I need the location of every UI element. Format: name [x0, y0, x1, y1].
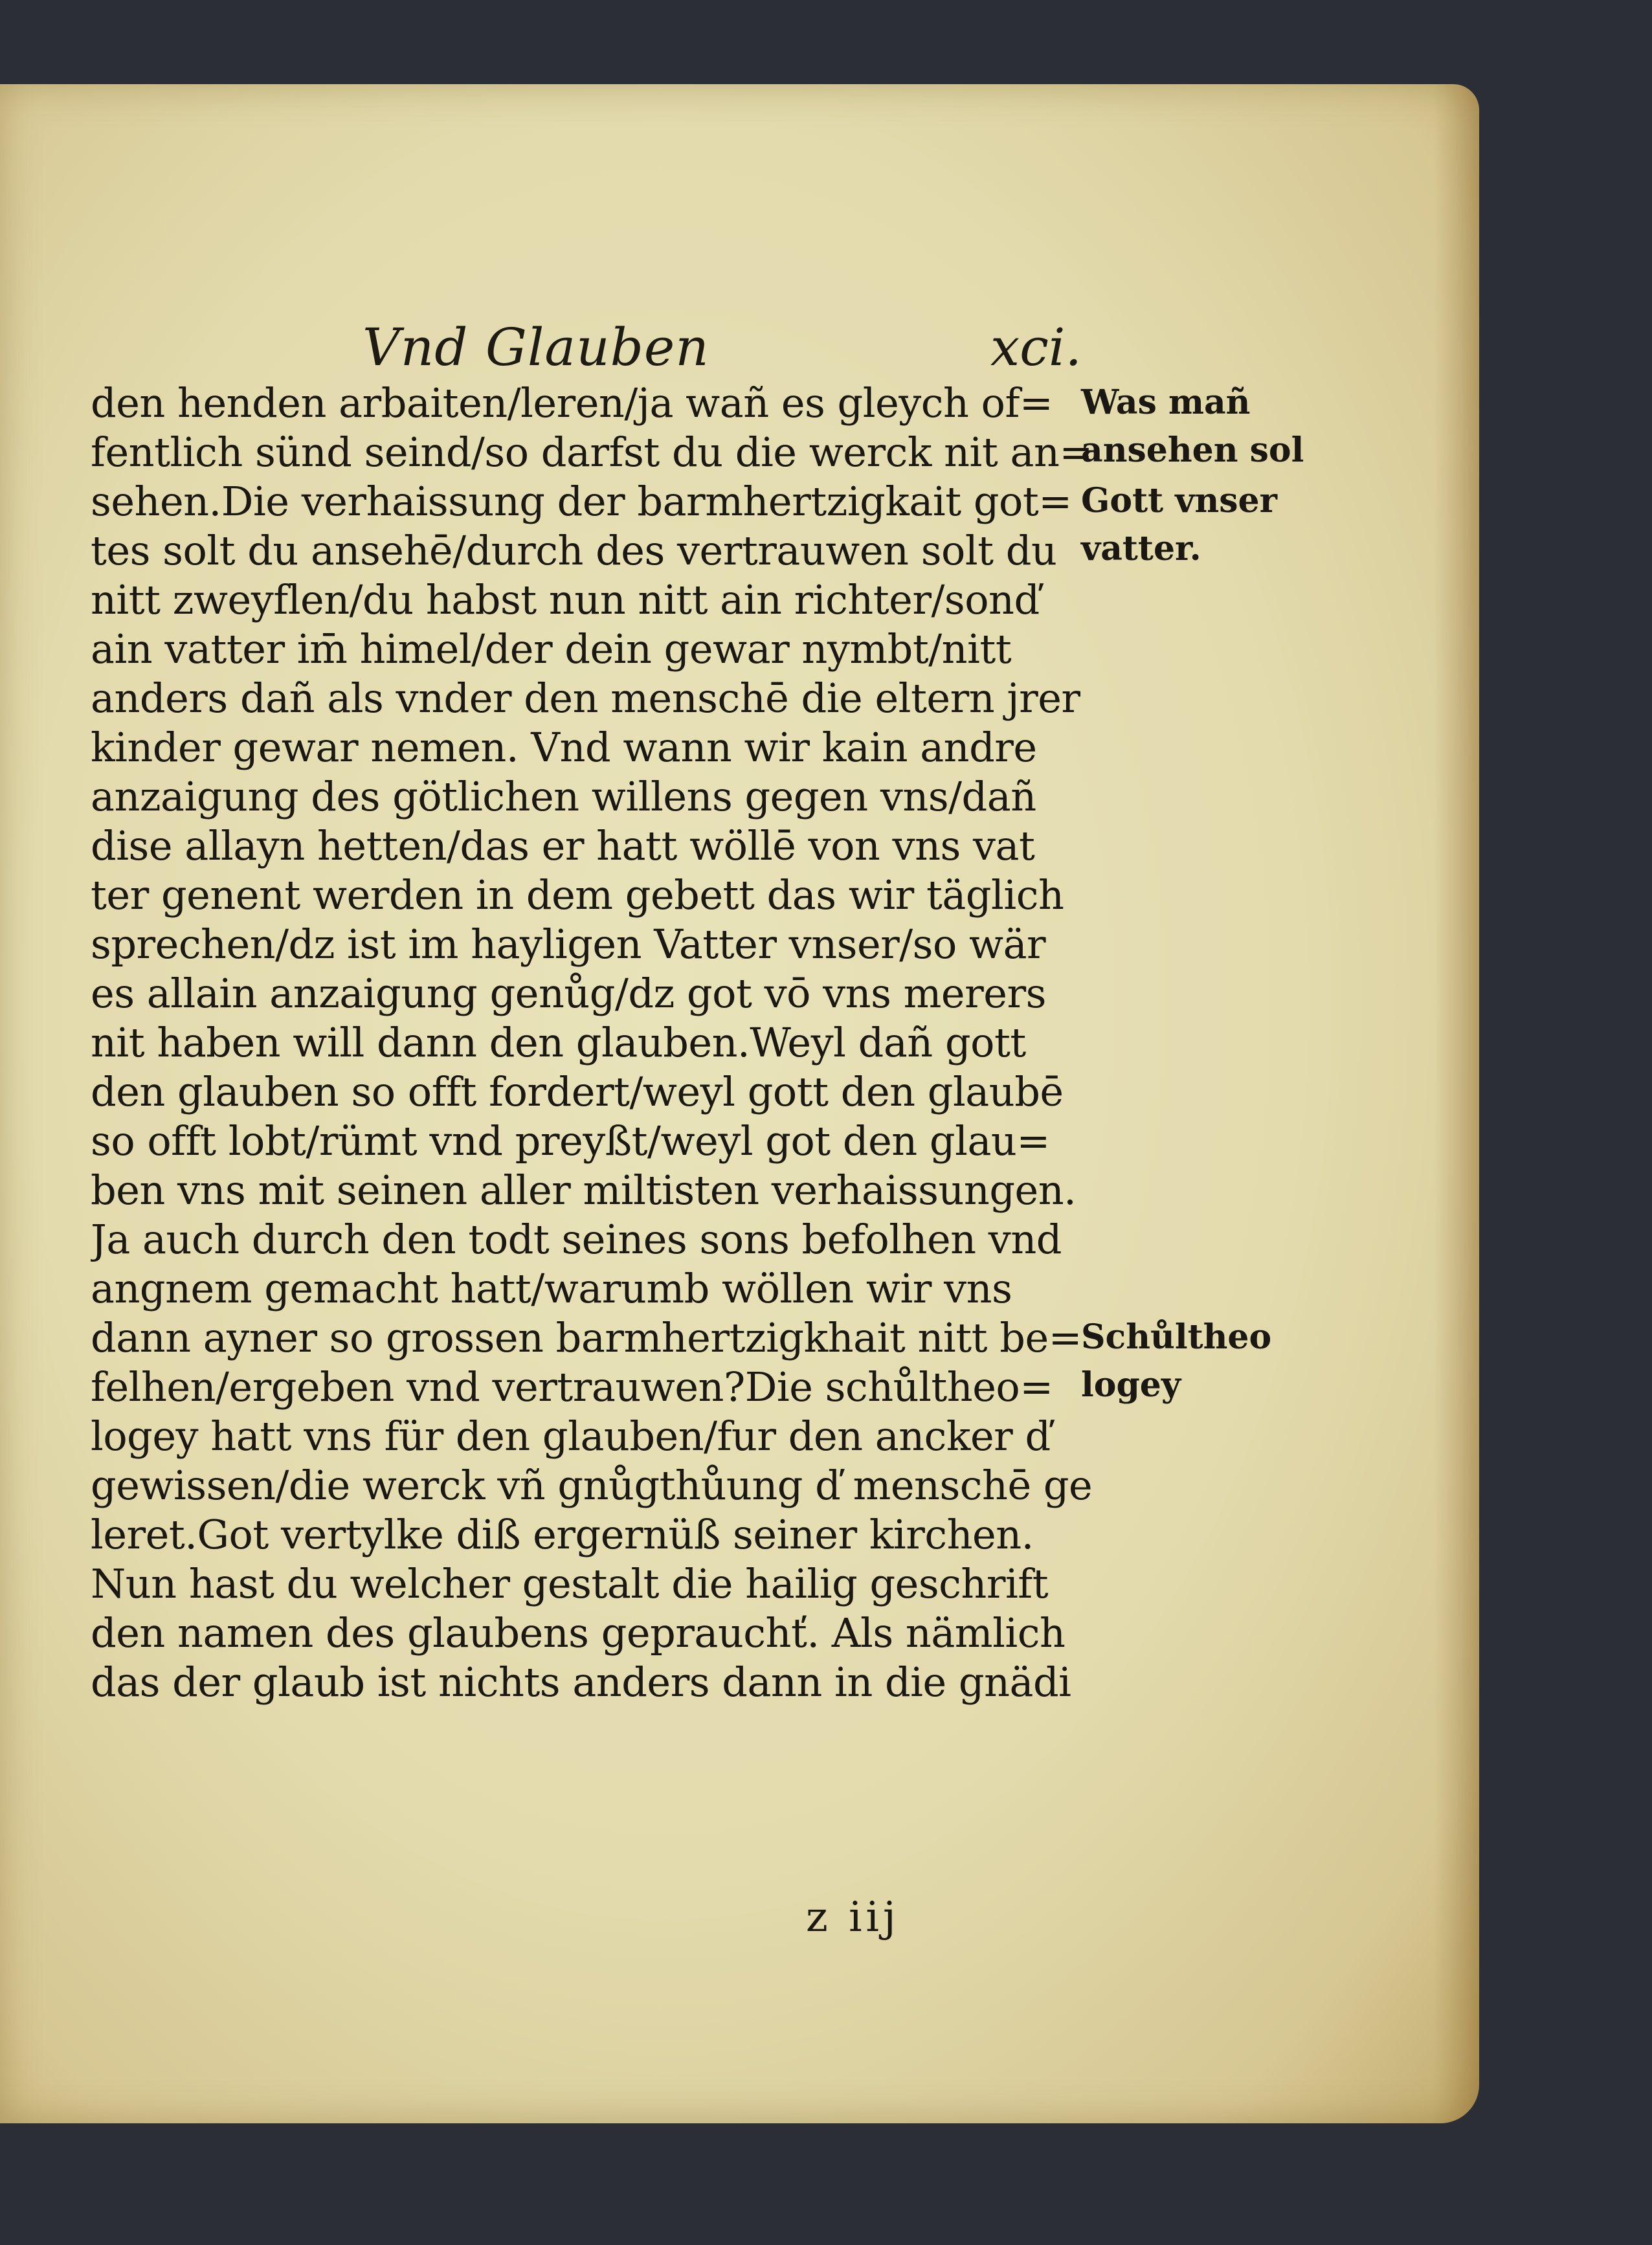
- text-line: sprechen/dz ist im hayligen Vatter vnser/so wär: [91, 921, 1046, 968]
- margin-note: [1081, 1313, 1295, 1409]
- margin-note-line: Gott vnser: [1081, 481, 1278, 520]
- text-line: nit haben will dann den glauben.Weyl dañ gott: [91, 1019, 1026, 1066]
- text-line: es allain anzaigung genůg/dz got vō vns merers: [91, 970, 1046, 1017]
- margin-note-line: vatter.: [1081, 529, 1201, 568]
- text-line: dise allayn hetten/das er hatt wöllē von vns vat: [91, 822, 1035, 869]
- text-line: logey hatt vns für den glauben/fur den ancker ď: [91, 1413, 1051, 1460]
- text-line: so offt lobt/rümt vnd preyßt/weyl got den glau=: [91, 1117, 1050, 1165]
- running-title: Vnd Glauben: [363, 317, 709, 377]
- text-line: den glauben so offt fordert/weyl gott den glaubē: [91, 1068, 1064, 1115]
- text-line: das der glaub ist nichts anders dann in die gnädi: [91, 1659, 1071, 1706]
- text-line: nitt zweyflen/du habst nun nitt ain richter/sonď: [91, 576, 1040, 623]
- margin-note-line: ansehen sol: [1081, 430, 1304, 470]
- text-line: kinder gewar nemen. Vnd wann wir kain andre: [91, 724, 1037, 771]
- text-line: ben vns mit seinen aller miltisten verhaissungen.: [91, 1167, 1077, 1214]
- text-line: fentlich sünd seind/so darfst du die werck nit an=: [91, 429, 1093, 476]
- text-line: angnem gemacht hatt/warumb wöllen wir vns: [91, 1265, 1012, 1312]
- text-line: ain vatter im̄ himel/der dein gewar nymbt/nitt: [91, 625, 1012, 673]
- text-line: tes solt du ansehē/durch des vertrauwen solt du: [91, 527, 1057, 574]
- folio-number: xci.: [990, 317, 1082, 377]
- text-line: den henden arbaiten/leren/ja wañ es gleych of=: [91, 379, 1053, 427]
- text-line: den namen des glaubens geprauchť. Als nämlich: [91, 1609, 1066, 1657]
- text-line: Ja auch durch den todt seines sons befolhen vnd: [91, 1216, 1062, 1263]
- margin-note-line: Was mañ: [1081, 383, 1251, 422]
- margin-note-line: Schůltheo: [1081, 1317, 1272, 1357]
- margin-note-line: logey: [1081, 1365, 1181, 1405]
- text-line: Nun hast du welcher gestalt die hailig geschrift: [91, 1560, 1049, 1607]
- text-line: leret.Got vertylke diß ergernüß seiner kirchen.: [91, 1511, 1034, 1558]
- signature-mark: z iij: [806, 1893, 900, 1941]
- text-line: gewissen/die werck vñ gnůgthůung ď menschē ge: [91, 1462, 1093, 1509]
- book-page: [0, 84, 1479, 2123]
- text-line: dann ayner so grossen barmhertzigkhait nitt be=: [91, 1314, 1082, 1361]
- text-line: ter genent werden in dem gebett das wir täglich: [91, 871, 1064, 919]
- text-line: anders dañ als vnder den menschē die eltern jrer: [91, 675, 1080, 722]
- text-line: anzaigung des götlichen willens gegen vns/dañ: [91, 773, 1036, 820]
- margin-note: [1081, 379, 1304, 475]
- margin-note: [1081, 477, 1295, 573]
- text-line: felhen/ergeben vnd vertrauwen?Die schůltheo=: [91, 1363, 1053, 1411]
- text-line: sehen.Die verhaissung der barmhertzigkait got=: [91, 478, 1072, 525]
- main-text-block: [91, 379, 1100, 1707]
